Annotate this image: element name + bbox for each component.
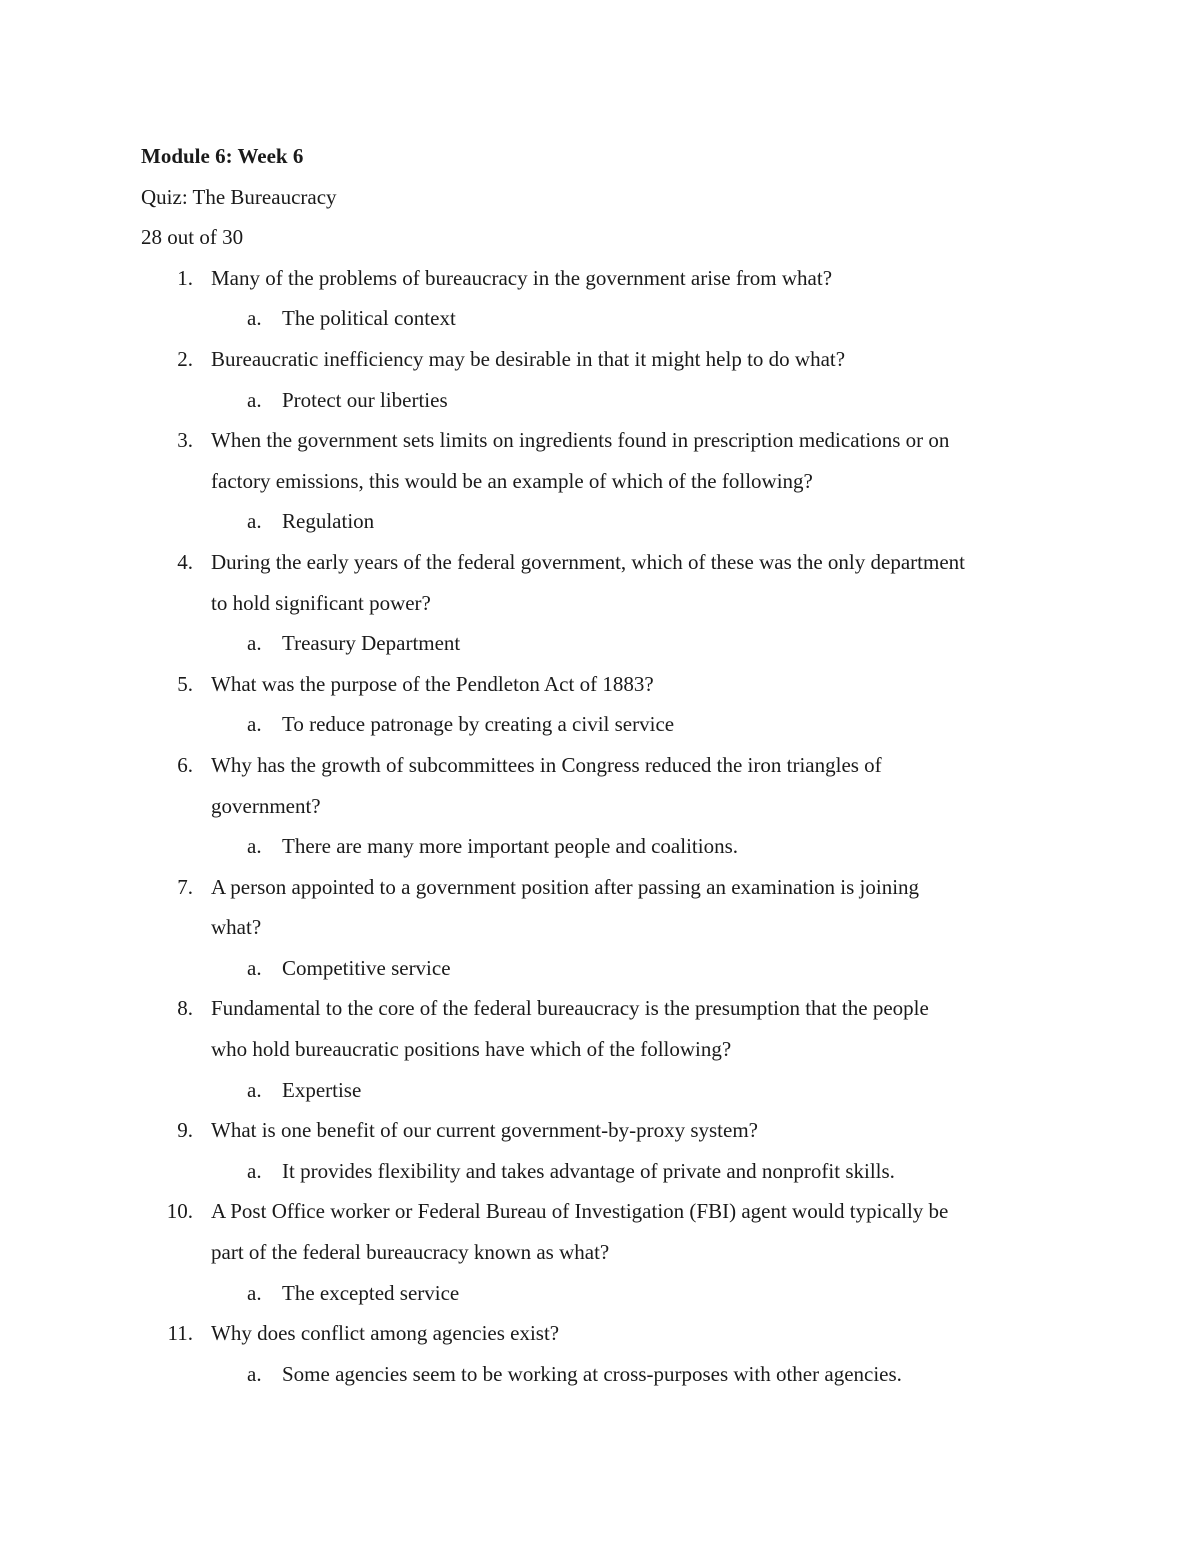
answer-row (141, 826, 1071, 867)
answer-row (141, 1354, 1071, 1395)
answer-row (141, 623, 1071, 664)
question-number: 11. (167, 1321, 193, 1346)
question-item (141, 1313, 1071, 1394)
quiz-score: 28 out of 30 (141, 225, 244, 250)
answer-letter: a. (247, 1158, 262, 1183)
question-prompt (141, 339, 1071, 380)
answer-text: Some agencies seem to be working at cross-purposes with other agencies. (282, 1361, 902, 1386)
question-text-line: what? (211, 915, 262, 940)
question-prompt (141, 258, 1071, 299)
answer-row (141, 380, 1071, 421)
answer-row (141, 298, 1071, 339)
answer-letter: a. (247, 1361, 262, 1386)
question-number: 4. (177, 549, 193, 574)
question-item (141, 1191, 1071, 1313)
question-text-line: What is one benefit of our current government-by-proxy system? (211, 1118, 758, 1143)
question-number: 3. (177, 428, 193, 453)
answer-letter: a. (247, 509, 262, 534)
answer-letter: a. (247, 387, 262, 412)
question-text-line: who hold bureaucratic positions have which of the following? (211, 1037, 732, 1062)
answer-text: It provides flexibility and takes advantage of private and nonprofit skills. (282, 1158, 895, 1183)
answer-letter: a. (247, 955, 262, 980)
question-number: 6. (177, 752, 193, 777)
document-title: Module 6: Week 6 (141, 144, 304, 168)
question-prompt (141, 867, 1071, 948)
question-number: 5. (177, 671, 193, 696)
question-item (141, 542, 1071, 664)
answer-text: Protect our liberties (282, 387, 448, 412)
answer-row (141, 1273, 1071, 1314)
question-text-line: A person appointed to a government position after passing an examination is joining (211, 874, 920, 899)
question-number: 9. (177, 1118, 193, 1143)
question-text-line: factory emissions, this would be an example of which of the following? (211, 468, 813, 493)
answer-letter: a. (247, 631, 262, 656)
quiz-title: Quiz: The Bureaucracy (141, 184, 337, 209)
question-prompt (141, 664, 1071, 705)
question-item (141, 1110, 1071, 1191)
answer-letter: a. (247, 1280, 262, 1305)
question-list (141, 258, 1071, 1395)
question-number: 1. (177, 265, 193, 290)
answer-text: The excepted service (282, 1280, 460, 1305)
question-number: 2. (177, 346, 193, 371)
question-text-line: When the government sets limits on ingredients found in prescription medications or on (211, 428, 950, 453)
question-item (141, 745, 1071, 867)
question-prompt (141, 420, 1071, 501)
question-text-line: Why does conflict among agencies exist? (211, 1321, 560, 1346)
answer-row (141, 1070, 1071, 1111)
question-text-line: Many of the problems of bureaucracy in the government arise from what? (211, 265, 833, 290)
answer-letter: a. (247, 712, 262, 737)
question-text-line: part of the federal bureaucracy known as what? (211, 1240, 610, 1265)
answer-text: There are many more important people and coalitions. (282, 834, 739, 859)
question-item (141, 420, 1071, 542)
answer-letter: a. (247, 306, 262, 331)
question-prompt (141, 542, 1071, 623)
question-prompt (141, 745, 1071, 826)
answer-text: Regulation (282, 509, 375, 534)
question-text-line: Bureaucratic inefficiency may be desirable in that it might help to do what? (211, 346, 846, 371)
answer-text: Competitive service (282, 955, 451, 980)
answer-text: The political context (282, 306, 456, 331)
question-item (141, 867, 1071, 989)
answer-row (141, 501, 1071, 542)
question-text-line: Why has the growth of subcommittees in Congress reduced the iron triangles of (211, 752, 882, 777)
question-prompt (141, 1110, 1071, 1151)
answer-row (141, 704, 1071, 745)
answer-row (141, 1151, 1071, 1192)
question-prompt (141, 1191, 1071, 1272)
question-item (141, 258, 1071, 339)
document-page (141, 136, 1071, 1394)
answer-letter: a. (247, 834, 262, 859)
question-text-line: What was the purpose of the Pendleton Act of 1883? (211, 671, 654, 696)
question-prompt (141, 988, 1071, 1069)
question-item (141, 339, 1071, 420)
question-text-line: A Post Office worker or Federal Bureau of Investigation (FBI) agent would typically be (211, 1199, 949, 1224)
question-number: 8. (177, 996, 193, 1021)
question-text-line: to hold significant power? (211, 590, 431, 615)
answer-text: To reduce patronage by creating a civil service (282, 712, 675, 737)
question-text-line: During the early years of the federal government, which of these was the only department (211, 549, 965, 574)
question-text-line: Fundamental to the core of the federal bureaucracy is the presumption that the people (211, 996, 929, 1021)
answer-text: Expertise (282, 1077, 362, 1102)
question-prompt (141, 1313, 1071, 1354)
question-item (141, 988, 1071, 1110)
answer-text: Treasury Department (282, 631, 461, 656)
question-item (141, 664, 1071, 745)
answer-letter: a. (247, 1077, 262, 1102)
answer-row (141, 948, 1071, 989)
question-number: 10. (166, 1199, 193, 1224)
question-number: 7. (177, 874, 193, 899)
question-text-line: government? (211, 793, 321, 818)
